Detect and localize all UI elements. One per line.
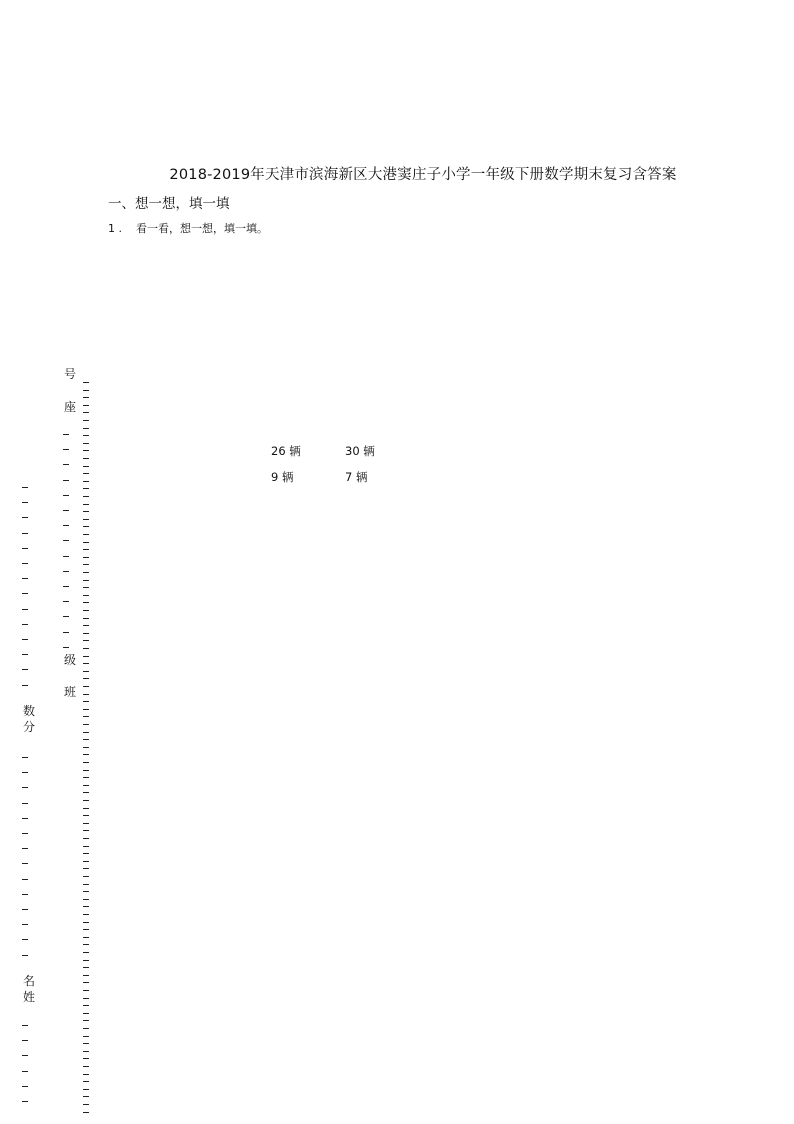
binding-dash (22, 609, 28, 610)
name-label-char-2: 姓 (23, 990, 36, 1004)
binding-dash (22, 563, 28, 564)
binding-dash (83, 800, 89, 801)
binding-dash (83, 602, 89, 603)
binding-dash (83, 1020, 89, 1021)
binding-dash (83, 428, 89, 429)
binding-dash (83, 1028, 89, 1029)
binding-dash (83, 1112, 89, 1113)
binding-dash (83, 618, 89, 619)
binding-dash (63, 480, 69, 481)
seat-label-char-1: 号 (64, 367, 77, 381)
binding-dash (83, 701, 89, 702)
binding-dash (83, 595, 89, 596)
binding-dash (83, 815, 89, 816)
binding-dash (83, 572, 89, 573)
binding-dash (83, 785, 89, 786)
binding-dash (22, 909, 28, 910)
binding-dash (22, 939, 28, 940)
binding-dash (22, 924, 28, 925)
binding-dash (83, 1051, 89, 1052)
binding-dash (63, 647, 69, 648)
binding-dash (83, 397, 89, 398)
binding-dash (63, 601, 69, 602)
binding-dash (83, 694, 89, 695)
binding-dash (22, 548, 28, 549)
binding-dash (22, 654, 28, 655)
binding-dash (83, 929, 89, 930)
binding-dash (83, 564, 89, 565)
binding-dash (83, 686, 89, 687)
binding-dash (83, 534, 89, 535)
binding-dash (83, 884, 89, 885)
binding-dash (83, 967, 89, 968)
binding-dash (83, 876, 89, 877)
binding-dash (83, 762, 89, 763)
binding-dash (83, 496, 89, 497)
binding-dash (83, 390, 89, 391)
binding-dash (83, 511, 89, 512)
binding-dash (22, 1101, 28, 1102)
binding-dash (22, 894, 28, 895)
binding-dash (63, 616, 69, 617)
vehicle-count-2: 30 辆 (345, 444, 375, 458)
binding-dash (63, 495, 69, 496)
binding-dash (83, 1005, 89, 1006)
vehicle-count-1: 26 辆 (271, 444, 301, 458)
binding-dash (22, 879, 28, 880)
binding-dash (83, 526, 89, 527)
binding-dash (22, 772, 28, 773)
binding-dash (83, 990, 89, 991)
binding-dash (83, 808, 89, 809)
question-number: 1 . (108, 222, 122, 235)
binding-dash (83, 998, 89, 999)
binding-dash (83, 792, 89, 793)
binding-dash (83, 450, 89, 451)
binding-dash (83, 1096, 89, 1097)
binding-dash (83, 922, 89, 923)
binding-dash (83, 1089, 89, 1090)
binding-dash (22, 1071, 28, 1072)
binding-dash (83, 724, 89, 725)
vehicle-count-4: 7 辆 (345, 470, 368, 484)
binding-dash (83, 656, 89, 657)
binding-dash (83, 678, 89, 679)
binding-dash (83, 838, 89, 839)
binding-dash (83, 1074, 89, 1075)
binding-dash (83, 382, 89, 383)
binding-dash (83, 412, 89, 413)
binding-dash (83, 1066, 89, 1067)
binding-dash (63, 464, 69, 465)
binding-dash (83, 861, 89, 862)
binding-dash (83, 1036, 89, 1037)
binding-dash (22, 757, 28, 758)
binding-dash (83, 944, 89, 945)
binding-dash (83, 625, 89, 626)
binding-dash (83, 488, 89, 489)
binding-dash (22, 624, 28, 625)
binding-dash (83, 640, 89, 641)
section-heading: 一、想一想，填一填 (108, 196, 230, 212)
binding-dash (22, 593, 28, 594)
binding-dash (83, 405, 89, 406)
binding-dash (83, 868, 89, 869)
binding-dash (83, 830, 89, 831)
binding-dash (63, 586, 69, 587)
binding-dash (22, 1055, 28, 1056)
class-label-char-2: 班 (64, 685, 77, 699)
binding-dash (22, 955, 28, 956)
binding-dash (83, 549, 89, 550)
binding-dash (83, 420, 89, 421)
binding-dash (63, 510, 69, 511)
binding-dash (22, 502, 28, 503)
binding-dash (83, 519, 89, 520)
binding-dash (63, 556, 69, 557)
binding-dash (63, 434, 69, 435)
binding-dash (63, 571, 69, 572)
binding-dash (83, 716, 89, 717)
binding-dash (83, 1058, 89, 1059)
binding-dash (83, 504, 89, 505)
binding-dash (83, 891, 89, 892)
binding-dash (22, 818, 28, 819)
binding-dash (83, 960, 89, 961)
binding-dash (83, 982, 89, 983)
binding-dash (83, 557, 89, 558)
binding-dash (83, 914, 89, 915)
binding-dash (83, 754, 89, 755)
binding-dash (83, 1081, 89, 1082)
binding-dash (22, 848, 28, 849)
binding-dash (83, 975, 89, 976)
binding-dash (22, 1086, 28, 1087)
binding-dash (83, 1104, 89, 1105)
binding-dash (22, 487, 28, 488)
binding-dash (83, 633, 89, 634)
binding-dash (83, 906, 89, 907)
binding-dash (83, 587, 89, 588)
binding-dash (83, 580, 89, 581)
binding-dash (63, 632, 69, 633)
binding-dash (83, 739, 89, 740)
binding-dash (22, 669, 28, 670)
vehicle-count-3: 9 辆 (271, 470, 294, 484)
binding-dash (22, 578, 28, 579)
binding-dash (83, 952, 89, 953)
binding-dash (83, 1013, 89, 1014)
binding-dash (83, 732, 89, 733)
binding-dash (83, 1043, 89, 1044)
binding-dash (83, 747, 89, 748)
question-text: 看一看，想一想，填一填。 (136, 222, 268, 235)
binding-dash (83, 853, 89, 854)
binding-dash (22, 1025, 28, 1026)
class-label-char-1: 级 (64, 653, 77, 667)
binding-dash (63, 540, 69, 541)
binding-dash (83, 458, 89, 459)
binding-dash (22, 833, 28, 834)
binding-dash (83, 443, 89, 444)
binding-dash (63, 449, 69, 450)
binding-dash (83, 610, 89, 611)
binding-dash (83, 466, 89, 467)
binding-dash (83, 899, 89, 900)
binding-dash (83, 648, 89, 649)
binding-dash (83, 770, 89, 771)
binding-dash (83, 823, 89, 824)
binding-dash (83, 777, 89, 778)
binding-dash (22, 803, 28, 804)
seat-label-char-2: 座 (64, 400, 77, 414)
binding-dash (83, 481, 89, 482)
binding-dash (83, 846, 89, 847)
binding-dash (22, 685, 28, 686)
score-label-char-1: 数 (23, 704, 36, 718)
binding-dash (22, 1040, 28, 1041)
binding-dash (22, 533, 28, 534)
binding-dash (83, 671, 89, 672)
binding-dash (83, 473, 89, 474)
binding-dash (83, 542, 89, 543)
binding-dash (22, 863, 28, 864)
score-label-char-2: 分 (23, 720, 36, 734)
binding-dash (83, 435, 89, 436)
binding-dash (22, 639, 28, 640)
binding-dash (63, 525, 69, 526)
binding-dash (22, 787, 28, 788)
binding-dash (83, 937, 89, 938)
name-label-char-1: 名 (23, 974, 36, 988)
binding-dash (83, 663, 89, 664)
binding-dash (22, 517, 28, 518)
binding-dash (83, 709, 89, 710)
document-title: 2018-2019年天津市滨海新区大港窦庄子小学一年级下册数学期末复习含答案 (169, 167, 677, 183)
